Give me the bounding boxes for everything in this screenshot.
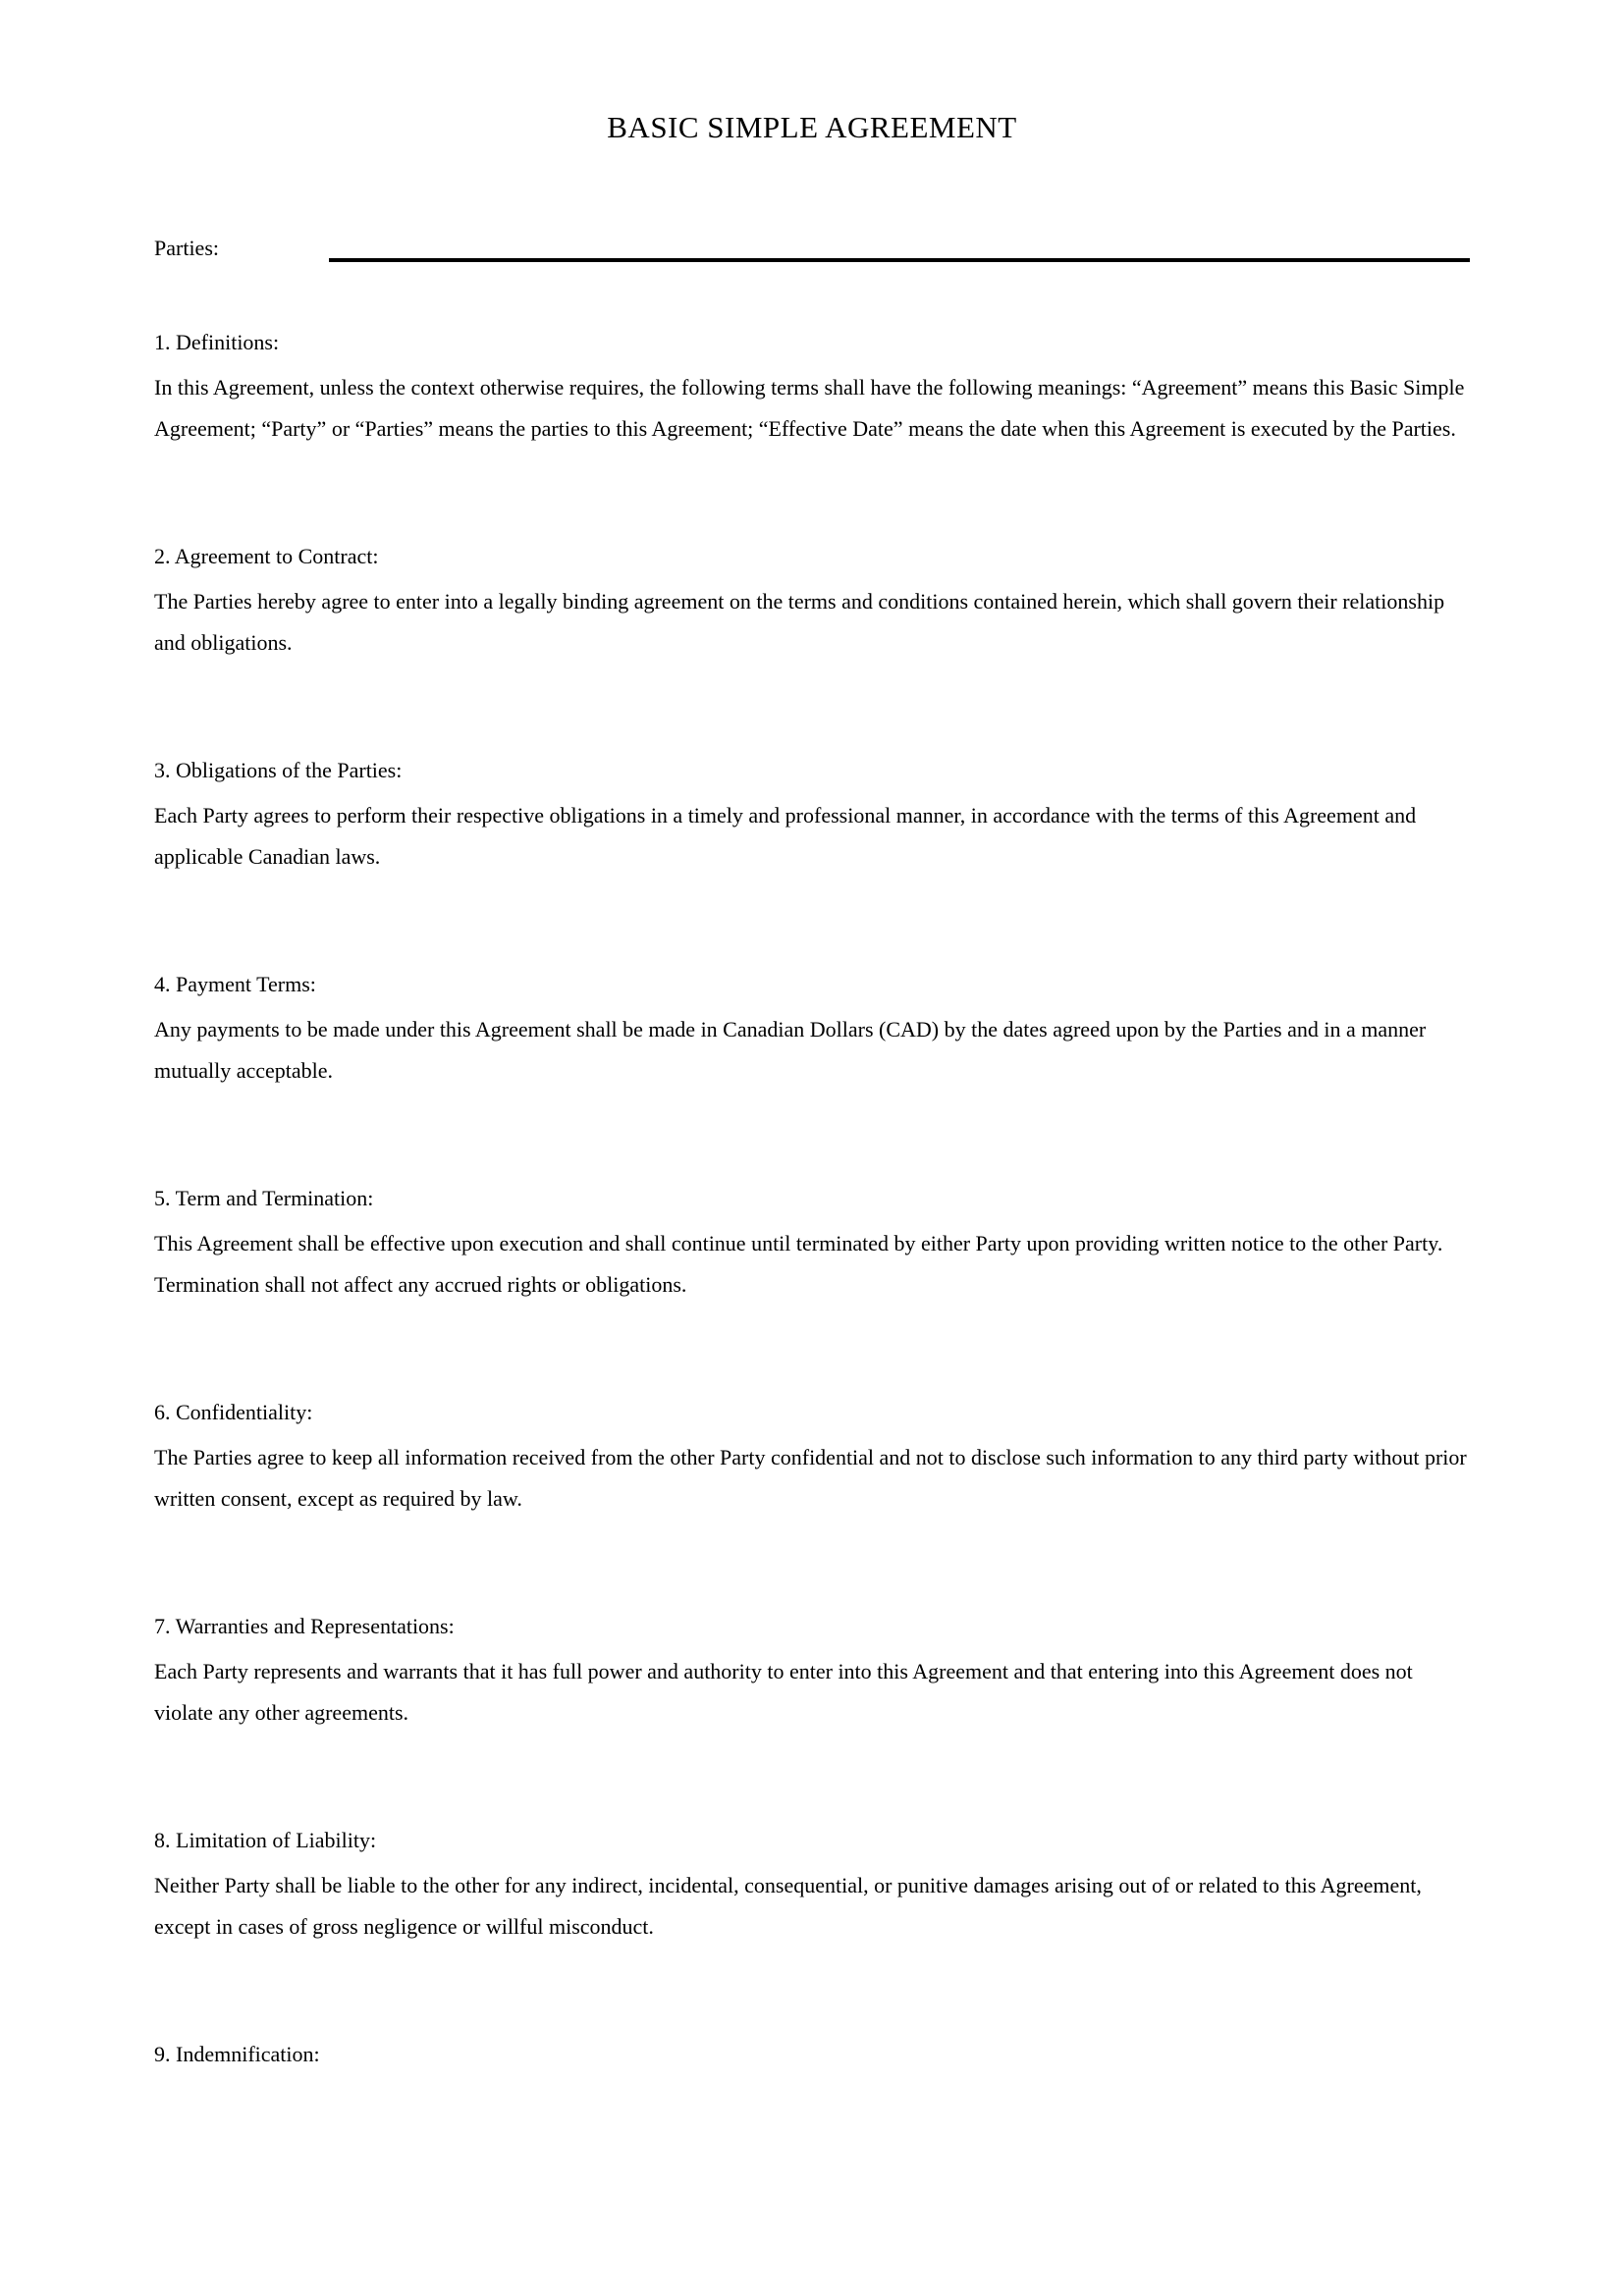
parties-row <box>154 228 1470 269</box>
section-agreement-to-contract <box>154 536 1470 664</box>
section-heading: 7. Warranties and Representations: <box>154 1614 455 1638</box>
section-definitions <box>154 322 1470 450</box>
section-body: This Agreement shall be effective upon execution and shall continue until terminated by either Party upon providing written notice to the other Party. Termination shall not affect any accrued rights or obligations. <box>154 1231 1443 1297</box>
parties-fill-in-line <box>329 258 1470 262</box>
section-heading: 6. Confidentiality: <box>154 1400 313 1424</box>
section-body: Any payments to be made under this Agreement shall be made in Canadian Dollars (CAD) by the dates agreed upon by the Parties and in a manner mutually acceptable. <box>154 1017 1427 1083</box>
parties-label: Parties: <box>154 236 219 260</box>
section-heading: 2. Agreement to Contract: <box>154 544 379 568</box>
section-body: In this Agreement, unless the context otherwise requires, the following terms shall have the following meanings: “Agreement” means this Basic Simple Agreement; “Party” or “Parties” means the parties to this Agreement; “Effective Date” means the date when this Agreement is executed by the Parties. <box>154 375 1465 441</box>
section-heading: 5. Term and Termination: <box>154 1186 374 1210</box>
document-content <box>0 228 1624 2075</box>
document-title: BASIC SIMPLE AGREEMENT <box>607 110 1017 144</box>
section-payment-terms <box>154 964 1470 1092</box>
section-heading: 4. Payment Terms: <box>154 972 316 996</box>
section-indemnification <box>154 2034 1470 2075</box>
section-heading: 9. Indemnification: <box>154 2042 320 2066</box>
section-body: Each Party represents and warrants that it has full power and authority to enter into this Agreement and that entering into this Agreement does not violate any other agreements. <box>154 1659 1413 1725</box>
section-body: Neither Party shall be liable to the other for any indirect, incidental, consequential, or punitive damages arising out of or related to this Agreement, except in cases of gross negligence or willful misconduct. <box>154 1873 1422 1939</box>
section-limitation-liability <box>154 1820 1470 1948</box>
section-obligations <box>154 750 1470 878</box>
section-confidentiality <box>154 1392 1470 1520</box>
section-body: The Parties agree to keep all information received from the other Party confidential and not to disclose such information to any third party without prior written consent, except as required by law. <box>154 1445 1467 1511</box>
section-heading: 1. Definitions: <box>154 330 280 354</box>
section-heading: 8. Limitation of Liability: <box>154 1828 377 1852</box>
section-warranties <box>154 1606 1470 1734</box>
section-body: Each Party agrees to perform their respective obligations in a timely and professional manner, in accordance with the terms of this Agreement and applicable Canadian laws. <box>154 803 1417 869</box>
section-term-termination <box>154 1178 1470 1306</box>
section-body: The Parties hereby agree to enter into a legally binding agreement on the terms and conditions contained herein, which shall govern their relationship and obligations. <box>154 589 1445 655</box>
section-heading: 3. Obligations of the Parties: <box>154 758 403 782</box>
